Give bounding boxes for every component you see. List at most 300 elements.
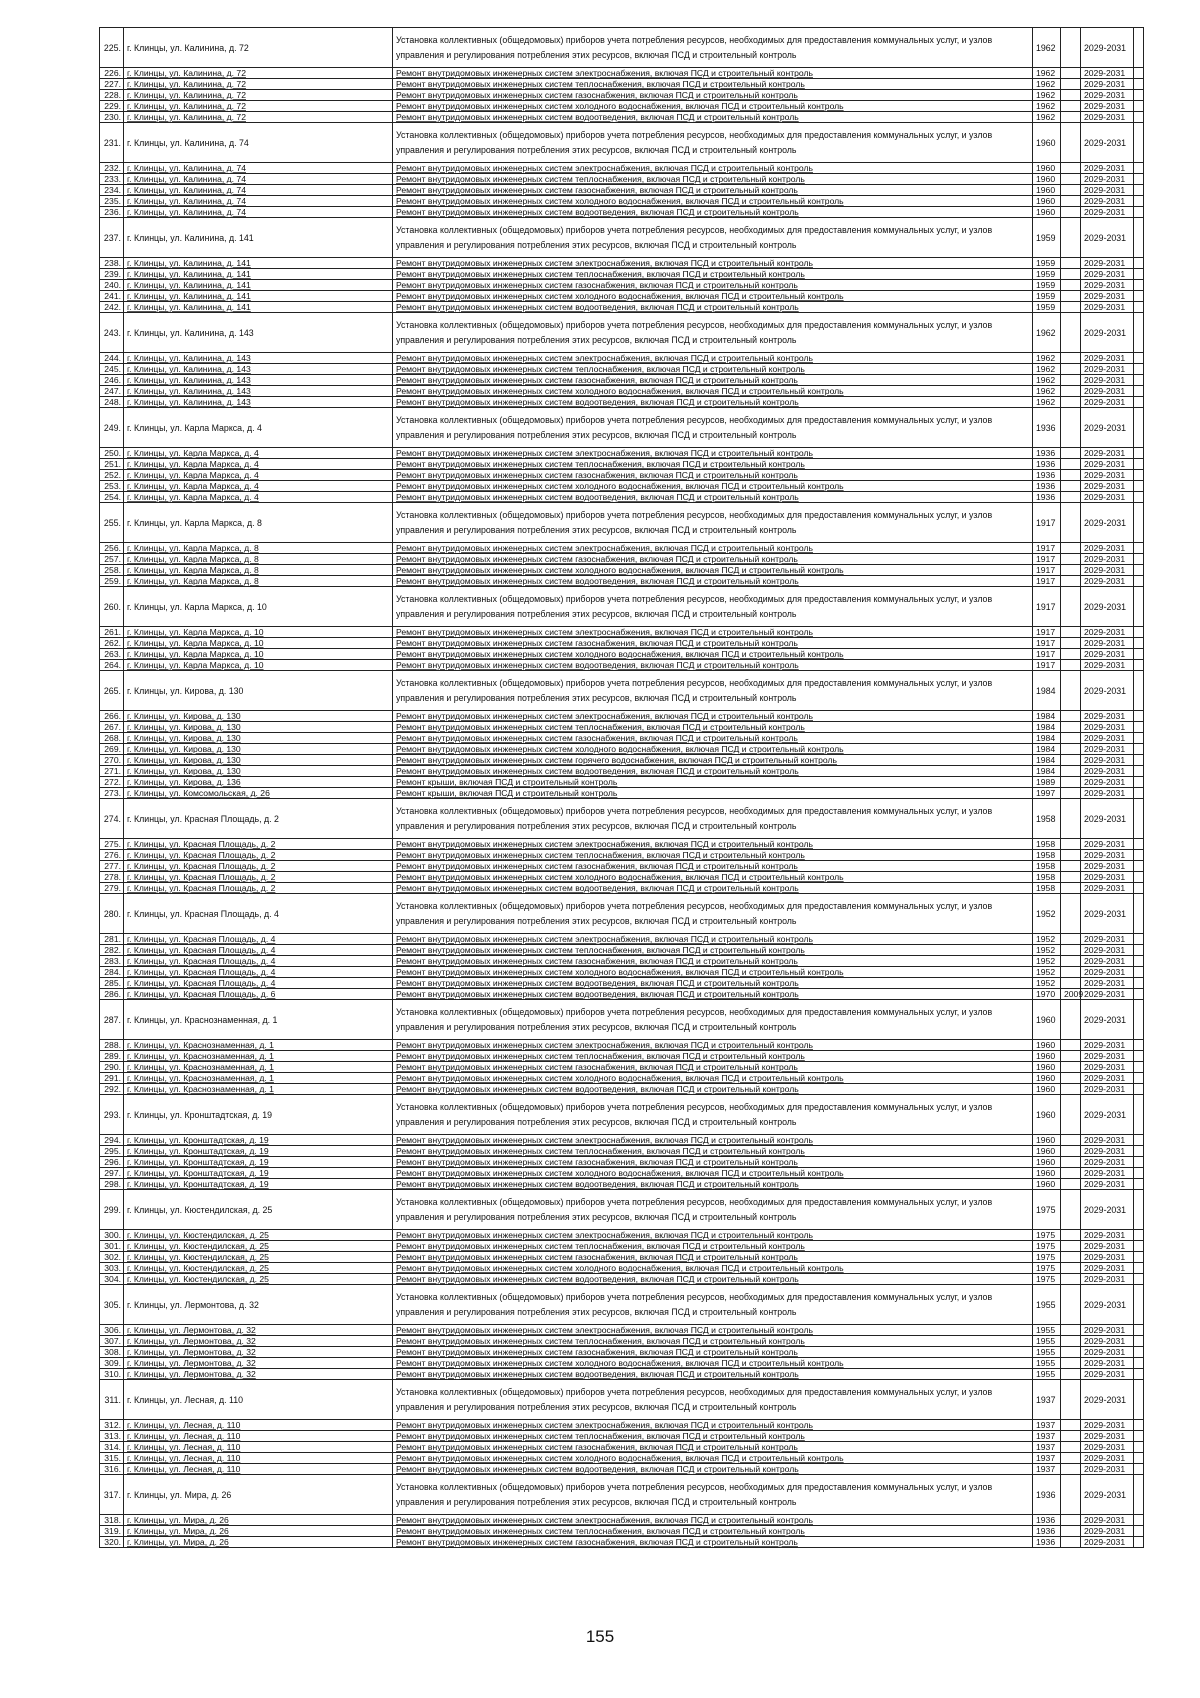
row-number: 273. (100, 788, 124, 799)
address-cell: г. Клинцы, ул. Калинина, д. 72 (124, 79, 393, 90)
planned-period-cell: 2029-2031 (1081, 313, 1134, 353)
blank-cell (1134, 744, 1144, 755)
address-cell: г. Клинцы, ул. Красная Площадь, д. 4 (124, 956, 393, 967)
table-row (100, 1135, 1144, 1146)
work-type-cell: Ремонт внутридомовых инженерных систем водоотведения, включая ПСД и строительный контроль (393, 660, 1033, 671)
blank-cell (1134, 1051, 1144, 1062)
blank-cell (1134, 448, 1144, 459)
table-row (100, 861, 1144, 872)
build-year-cell: 1917 (1033, 649, 1061, 660)
planned-period-cell: 2029-2031 (1081, 1230, 1134, 1241)
work-type-cell: Ремонт внутридомовых инженерных систем газоснабжения, включая ПСД и строительный контроль (393, 185, 1033, 196)
work-type-cell: Ремонт внутридомовых инженерных систем теплоснабжения, включая ПСД и строительный контроль (393, 1431, 1033, 1442)
last-repair-year-cell (1061, 1442, 1081, 1453)
table-row (100, 554, 1144, 565)
build-year-cell: 1936 (1033, 1526, 1061, 1537)
row-number: 289. (100, 1051, 124, 1062)
blank-cell (1134, 755, 1144, 766)
last-repair-year-cell (1061, 353, 1081, 364)
row-number: 247. (100, 386, 124, 397)
page-number: 155 (585, 1627, 615, 1646)
row-number: 294. (100, 1135, 124, 1146)
planned-period-cell: 2029-2031 (1081, 470, 1134, 481)
last-repair-year-cell (1061, 1157, 1081, 1168)
build-year-cell: 1955 (1033, 1347, 1061, 1358)
planned-period-cell: 2029-2031 (1081, 1526, 1134, 1537)
row-number: 251. (100, 459, 124, 470)
row-number: 292. (100, 1084, 124, 1095)
blank-cell (1134, 1442, 1144, 1453)
work-type-cell: Ремонт внутридомовых инженерных систем теплоснабжения, включая ПСД и строительный контроль (393, 174, 1033, 185)
row-number: 236. (100, 207, 124, 218)
blank-cell (1134, 280, 1144, 291)
work-type-cell: Ремонт внутридомовых инженерных систем теплоснабжения, включая ПСД и строительный контроль (393, 1336, 1033, 1347)
row-number: 275. (100, 839, 124, 850)
blank-cell (1134, 1157, 1144, 1168)
blank-cell (1134, 1325, 1144, 1336)
address-cell: г. Клинцы, ул. Карла Маркса, д. 4 (124, 459, 393, 470)
blank-cell (1134, 894, 1144, 934)
table-row (100, 1285, 1144, 1325)
row-number: 272. (100, 777, 124, 788)
address-cell: г. Клинцы, ул. Красная Площадь, д. 2 (124, 839, 393, 850)
last-repair-year-cell (1061, 492, 1081, 503)
table-row (100, 1358, 1144, 1369)
build-year-cell: 1936 (1033, 459, 1061, 470)
row-number: 302. (100, 1252, 124, 1263)
build-year-cell: 1960 (1033, 1084, 1061, 1095)
build-year-cell: 1955 (1033, 1336, 1061, 1347)
address-cell: г. Клинцы, ул. Краснознаменная, д. 1 (124, 1040, 393, 1051)
address-cell: г. Клинцы, ул. Лесная, д. 110 (124, 1464, 393, 1475)
build-year-cell: 1975 (1033, 1230, 1061, 1241)
table-row (100, 492, 1144, 503)
blank-cell (1134, 218, 1144, 258)
work-type-cell: Ремонт внутридомовых инженерных систем теплоснабжения, включая ПСД и строительный контроль (393, 850, 1033, 861)
blank-cell (1134, 101, 1144, 112)
work-type-cell: Ремонт внутридомовых инженерных систем теплоснабжения, включая ПСД и строительный контроль (393, 945, 1033, 956)
build-year-cell: 1937 (1033, 1453, 1061, 1464)
work-type-cell: Ремонт внутридомовых инженерных систем газоснабжения, включая ПСД и строительный контроль (393, 733, 1033, 744)
last-repair-year-cell (1061, 711, 1081, 722)
blank-cell (1134, 1000, 1144, 1040)
address-cell: г. Клинцы, ул. Красная Площадь, д. 4 (124, 934, 393, 945)
blank-cell (1134, 883, 1144, 894)
table-row (100, 68, 1144, 79)
last-repair-year-cell (1061, 28, 1081, 68)
last-repair-year-cell (1061, 1274, 1081, 1285)
planned-period-cell: 2029-2031 (1081, 101, 1134, 112)
last-repair-year-cell (1061, 1146, 1081, 1157)
table-row (100, 397, 1144, 408)
work-type-cell: Ремонт внутридомовых инженерных систем водоотведения, включая ПСД и строительный контроль (393, 576, 1033, 587)
planned-period-cell: 2029-2031 (1081, 872, 1134, 883)
work-type-cell: Установка коллективных (общедомовых) приборов учета потребления ресурсов, необходимых для предоставления коммунальных услуг, и узлов управления и регулирования потребления этих ресурсов, включая ПСД и строительный контроль (393, 587, 1033, 627)
table-row (100, 1157, 1144, 1168)
last-repair-year-cell (1061, 1000, 1081, 1040)
last-repair-year-cell (1061, 280, 1081, 291)
last-repair-year-cell (1061, 1241, 1081, 1252)
last-repair-year-cell (1061, 1358, 1081, 1369)
last-repair-year-cell (1061, 1453, 1081, 1464)
address-cell: г. Клинцы, ул. Кюстендилская, д. 25 (124, 1252, 393, 1263)
address-cell: г. Клинцы, ул. Красная Площадь, д. 4 (124, 967, 393, 978)
table-row (100, 207, 1144, 218)
last-repair-year-cell (1061, 386, 1081, 397)
planned-period-cell: 2029-2031 (1081, 554, 1134, 565)
last-repair-year-cell (1061, 1051, 1081, 1062)
row-number: 267. (100, 722, 124, 733)
blank-cell (1134, 123, 1144, 163)
build-year-cell: 1952 (1033, 978, 1061, 989)
table-row (100, 1325, 1144, 1336)
build-year-cell: 1975 (1033, 1263, 1061, 1274)
build-year-cell: 1936 (1033, 1475, 1061, 1515)
work-type-cell: Ремонт внутридомовых инженерных систем газоснабжения, включая ПСД и строительный контроль (393, 554, 1033, 565)
planned-period-cell: 2029-2031 (1081, 649, 1134, 660)
blank-cell (1134, 1380, 1144, 1420)
address-cell: г. Клинцы, ул. Калинина, д. 72 (124, 28, 393, 68)
planned-period-cell: 2029-2031 (1081, 1515, 1134, 1526)
last-repair-year-cell (1061, 101, 1081, 112)
build-year-cell: 1960 (1033, 1051, 1061, 1062)
planned-period-cell: 2029-2031 (1081, 576, 1134, 587)
build-year-cell: 1962 (1033, 397, 1061, 408)
build-year-cell: 1960 (1033, 1157, 1061, 1168)
address-cell: г. Клинцы, ул. Мира, д. 26 (124, 1475, 393, 1515)
table-row (100, 1464, 1144, 1475)
work-type-cell: Ремонт внутридомовых инженерных систем теплоснабжения, включая ПСД и строительный контроль (393, 1526, 1033, 1537)
work-type-cell: Ремонт внутридомовых инженерных систем газоснабжения, включая ПСД и строительный контроль (393, 861, 1033, 872)
row-number: 230. (100, 112, 124, 123)
table-row (100, 1380, 1144, 1420)
build-year-cell: 1952 (1033, 945, 1061, 956)
blank-cell (1134, 638, 1144, 649)
work-type-cell: Установка коллективных (общедомовых) приборов учета потребления ресурсов, необходимых для предоставления коммунальных услуг, и узлов управления и регулирования потребления этих ресурсов, включая ПСД и строительный контроль (393, 218, 1033, 258)
address-cell: г. Клинцы, ул. Кронштадтская, д. 19 (124, 1157, 393, 1168)
table-row (100, 1420, 1144, 1431)
table-row (100, 660, 1144, 671)
table-row (100, 1040, 1144, 1051)
last-repair-year-cell (1061, 978, 1081, 989)
build-year-cell: 1960 (1033, 185, 1061, 196)
table-row (100, 1263, 1144, 1274)
row-number: 284. (100, 967, 124, 978)
row-number: 263. (100, 649, 124, 660)
planned-period-cell: 2029-2031 (1081, 1380, 1134, 1420)
blank-cell (1134, 956, 1144, 967)
blank-cell (1134, 397, 1144, 408)
last-repair-year-cell (1061, 258, 1081, 269)
work-type-cell: Установка коллективных (общедомовых) приборов учета потребления ресурсов, необходимых для предоставления коммунальных услуг, и узлов управления и регулирования потребления этих ресурсов, включая ПСД и строительный контроль (393, 408, 1033, 448)
last-repair-year-cell (1061, 894, 1081, 934)
planned-period-cell: 2029-2031 (1081, 1453, 1134, 1464)
planned-period-cell: 2029-2031 (1081, 945, 1134, 956)
address-cell: г. Клинцы, ул. Калинина, д. 74 (124, 123, 393, 163)
address-cell: г. Клинцы, ул. Кронштадтская, д. 19 (124, 1146, 393, 1157)
work-type-cell: Установка коллективных (общедомовых) приборов учета потребления ресурсов, необходимых для предоставления коммунальных услуг, и узлов управления и регулирования потребления этих ресурсов, включая ПСД и строительный контроль (393, 799, 1033, 839)
row-number: 295. (100, 1146, 124, 1157)
address-cell: г. Клинцы, ул. Карла Маркса, д. 4 (124, 492, 393, 503)
address-cell: г. Клинцы, ул. Кюстендилская, д. 25 (124, 1190, 393, 1230)
row-number: 282. (100, 945, 124, 956)
table-row (100, 112, 1144, 123)
work-type-cell: Ремонт внутридомовых инженерных систем теплоснабжения, включая ПСД и строительный контроль (393, 364, 1033, 375)
build-year-cell: 1962 (1033, 313, 1061, 353)
table-row (100, 1431, 1144, 1442)
blank-cell (1134, 711, 1144, 722)
row-number: 256. (100, 543, 124, 554)
table-row (100, 1190, 1144, 1230)
last-repair-year-cell (1061, 788, 1081, 799)
blank-cell (1134, 1274, 1144, 1285)
table-row (100, 353, 1144, 364)
address-cell: г. Клинцы, ул. Лермонтова, д. 32 (124, 1347, 393, 1358)
build-year-cell: 1962 (1033, 386, 1061, 397)
build-year-cell: 1937 (1033, 1380, 1061, 1420)
row-number: 303. (100, 1263, 124, 1274)
build-year-cell: 1984 (1033, 722, 1061, 733)
last-repair-year-cell (1061, 196, 1081, 207)
row-number: 319. (100, 1526, 124, 1537)
build-year-cell: 1962 (1033, 375, 1061, 386)
blank-cell (1134, 1515, 1144, 1526)
table-row (100, 408, 1144, 448)
build-year-cell: 1960 (1033, 1168, 1061, 1179)
last-repair-year-cell (1061, 1135, 1081, 1146)
address-cell: г. Клинцы, ул. Лермонтова, д. 32 (124, 1325, 393, 1336)
build-year-cell: 1960 (1033, 163, 1061, 174)
last-repair-year-cell (1061, 766, 1081, 777)
build-year-cell: 1960 (1033, 1040, 1061, 1051)
build-year-cell: 1962 (1033, 90, 1061, 101)
table-row (100, 481, 1144, 492)
address-cell: г. Клинцы, ул. Калинина, д. 141 (124, 258, 393, 269)
work-type-cell: Ремонт внутридомовых инженерных систем холодного водоснабжения, включая ПСД и строительный контроль (393, 1358, 1033, 1369)
row-number: 296. (100, 1157, 124, 1168)
work-type-cell: Ремонт внутридомовых инженерных систем электроснабжения, включая ПСД и строительный контроль (393, 258, 1033, 269)
work-type-cell: Ремонт внутридомовых инженерных систем водоотведения, включая ПСД и строительный контроль (393, 112, 1033, 123)
build-year-cell: 1917 (1033, 587, 1061, 627)
table-row (100, 543, 1144, 554)
address-cell: г. Клинцы, ул. Карла Маркса, д. 4 (124, 448, 393, 459)
work-type-cell: Ремонт внутридомовых инженерных систем электроснабжения, включая ПСД и строительный контроль (393, 448, 1033, 459)
table-row (100, 722, 1144, 733)
work-type-cell: Ремонт внутридомовых инженерных систем водоотведения, включая ПСД и строительный контроль (393, 207, 1033, 218)
work-type-cell: Ремонт внутридомовых инженерных систем теплоснабжения, включая ПСД и строительный контроль (393, 1051, 1033, 1062)
blank-cell (1134, 459, 1144, 470)
last-repair-year-cell (1061, 68, 1081, 79)
last-repair-year-cell (1061, 1285, 1081, 1325)
address-cell: г. Клинцы, ул. Калинина, д. 141 (124, 218, 393, 258)
last-repair-year-cell (1061, 587, 1081, 627)
row-number: 293. (100, 1095, 124, 1135)
planned-period-cell: 2029-2031 (1081, 850, 1134, 861)
build-year-cell: 1962 (1033, 364, 1061, 375)
table-row (100, 1526, 1144, 1537)
planned-period-cell: 2029-2031 (1081, 1464, 1134, 1475)
planned-period-cell: 2029-2031 (1081, 799, 1134, 839)
work-type-cell: Ремонт внутридомовых инженерных систем водоотведения, включая ПСД и строительный контроль (393, 397, 1033, 408)
last-repair-year-cell (1061, 744, 1081, 755)
row-number: 241. (100, 291, 124, 302)
build-year-cell: 1958 (1033, 883, 1061, 894)
row-number: 264. (100, 660, 124, 671)
blank-cell (1134, 722, 1144, 733)
last-repair-year-cell (1061, 1537, 1081, 1548)
work-type-cell: Ремонт внутридомовых инженерных систем газоснабжения, включая ПСД и строительный контроль (393, 956, 1033, 967)
blank-cell (1134, 1168, 1144, 1179)
work-type-cell: Ремонт внутридомовых инженерных систем водоотведения, включая ПСД и строительный контроль (393, 978, 1033, 989)
address-cell: г. Клинцы, ул. Кирова, д. 136 (124, 777, 393, 788)
address-cell: г. Клинцы, ул. Калинина, д. 74 (124, 185, 393, 196)
work-type-cell: Установка коллективных (общедомовых) приборов учета потребления ресурсов, необходимых для предоставления коммунальных услуг, и узлов управления и регулирования потребления этих ресурсов, включая ПСД и строительный контроль (393, 123, 1033, 163)
planned-period-cell: 2029-2031 (1081, 627, 1134, 638)
table-row (100, 576, 1144, 587)
planned-period-cell: 2029-2031 (1081, 744, 1134, 755)
address-cell: г. Клинцы, ул. Краснознаменная, д. 1 (124, 1000, 393, 1040)
blank-cell (1134, 28, 1144, 68)
address-cell: г. Клинцы, ул. Калинина, д. 74 (124, 174, 393, 185)
build-year-cell: 1917 (1033, 503, 1061, 543)
planned-period-cell: 2029-2031 (1081, 218, 1134, 258)
last-repair-year-cell (1061, 218, 1081, 258)
table-row (100, 839, 1144, 850)
last-repair-year-cell (1061, 448, 1081, 459)
blank-cell (1134, 861, 1144, 872)
row-number: 226. (100, 68, 124, 79)
planned-period-cell: 2029-2031 (1081, 112, 1134, 123)
row-number: 243. (100, 313, 124, 353)
blank-cell (1134, 1040, 1144, 1051)
work-type-cell: Ремонт внутридомовых инженерных систем теплоснабжения, включая ПСД и строительный контроль (393, 1241, 1033, 1252)
work-type-cell: Ремонт внутридомовых инженерных систем холодного водоснабжения, включая ПСД и строительный контроль (393, 481, 1033, 492)
work-type-cell: Ремонт внутридомовых инженерных систем электроснабжения, включая ПСД и строительный контроль (393, 934, 1033, 945)
address-cell: г. Клинцы, ул. Калинина, д. 143 (124, 364, 393, 375)
row-number: 225. (100, 28, 124, 68)
planned-period-cell: 2029-2031 (1081, 1241, 1134, 1252)
planned-period-cell: 2029-2031 (1081, 1285, 1134, 1325)
table-row (100, 711, 1144, 722)
work-type-cell: Ремонт внутридомовых инженерных систем холодного водоснабжения, включая ПСД и строительный контроль (393, 291, 1033, 302)
table-row (100, 1369, 1144, 1380)
build-year-cell: 1960 (1033, 1062, 1061, 1073)
blank-cell (1134, 1230, 1144, 1241)
last-repair-year-cell (1061, 302, 1081, 313)
blank-cell (1134, 1475, 1144, 1515)
table-row (100, 1475, 1144, 1515)
address-cell: г. Клинцы, ул. Калинина, д. 143 (124, 397, 393, 408)
build-year-cell: 1936 (1033, 448, 1061, 459)
blank-cell (1134, 945, 1144, 956)
blank-cell (1134, 492, 1144, 503)
table-row (100, 1453, 1144, 1464)
build-year-cell: 1959 (1033, 269, 1061, 280)
row-number: 308. (100, 1347, 124, 1358)
planned-period-cell: 2029-2031 (1081, 90, 1134, 101)
address-cell: г. Клинцы, ул. Калинина, д. 74 (124, 207, 393, 218)
table-row (100, 218, 1144, 258)
last-repair-year-cell (1061, 1464, 1081, 1475)
address-cell: г. Клинцы, ул. Калинина, д. 141 (124, 291, 393, 302)
blank-cell (1134, 1420, 1144, 1431)
blank-cell (1134, 777, 1144, 788)
table-row (100, 627, 1144, 638)
build-year-cell: 1958 (1033, 850, 1061, 861)
table-row (100, 777, 1144, 788)
work-type-cell: Ремонт внутридомовых инженерных систем холодного водоснабжения, включая ПСД и строительный контроль (393, 1453, 1033, 1464)
blank-cell (1134, 90, 1144, 101)
table-row (100, 174, 1144, 185)
last-repair-year-cell (1061, 1062, 1081, 1073)
blank-cell (1134, 313, 1144, 353)
row-number: 234. (100, 185, 124, 196)
table-row (100, 1084, 1144, 1095)
blank-cell (1134, 1537, 1144, 1548)
row-number: 277. (100, 861, 124, 872)
planned-period-cell: 2029-2031 (1081, 1347, 1134, 1358)
last-repair-year-cell (1061, 79, 1081, 90)
address-cell: г. Клинцы, ул. Лесная, д. 110 (124, 1453, 393, 1464)
build-year-cell: 1984 (1033, 744, 1061, 755)
blank-cell (1134, 627, 1144, 638)
address-cell: г. Клинцы, ул. Калинина, д. 72 (124, 90, 393, 101)
last-repair-year-cell (1061, 872, 1081, 883)
build-year-cell: 1936 (1033, 408, 1061, 448)
last-repair-year-cell (1061, 839, 1081, 850)
row-number: 228. (100, 90, 124, 101)
table-row (100, 1336, 1144, 1347)
table-row (100, 269, 1144, 280)
planned-period-cell: 2029-2031 (1081, 660, 1134, 671)
address-cell: г. Клинцы, ул. Кронштадтская, д. 19 (124, 1179, 393, 1190)
build-year-cell: 1917 (1033, 565, 1061, 576)
last-repair-year-cell (1061, 1040, 1081, 1051)
blank-cell (1134, 978, 1144, 989)
work-type-cell: Ремонт внутридомовых инженерных систем холодного водоснабжения, включая ПСД и строительный контроль (393, 1073, 1033, 1084)
table-row (100, 123, 1144, 163)
build-year-cell: 1984 (1033, 711, 1061, 722)
planned-period-cell: 2029-2031 (1081, 1135, 1134, 1146)
build-year-cell: 1917 (1033, 638, 1061, 649)
build-year-cell: 1960 (1033, 123, 1061, 163)
table-row (100, 788, 1144, 799)
blank-cell (1134, 967, 1144, 978)
work-type-cell: Ремонт внутридомовых инженерных систем водоотведения, включая ПСД и строительный контроль (393, 1464, 1033, 1475)
work-type-cell: Установка коллективных (общедомовых) приборов учета потребления ресурсов, необходимых для предоставления коммунальных услуг, и узлов управления и регулирования потребления этих ресурсов, включая ПСД и строительный контроль (393, 1285, 1033, 1325)
table-row (100, 1179, 1144, 1190)
row-number: 314. (100, 1442, 124, 1453)
row-number: 252. (100, 470, 124, 481)
planned-period-cell: 2029-2031 (1081, 1263, 1134, 1274)
planned-period-cell: 2029-2031 (1081, 68, 1134, 79)
table-row (100, 1095, 1144, 1135)
build-year-cell: 1962 (1033, 112, 1061, 123)
table-row (100, 163, 1144, 174)
work-type-cell: Ремонт внутридомовых инженерных систем холодного водоснабжения, включая ПСД и строительный контроль (393, 967, 1033, 978)
table-row (100, 1062, 1144, 1073)
row-number: 288. (100, 1040, 124, 1051)
blank-cell (1134, 587, 1144, 627)
work-type-cell: Ремонт внутридомовых инженерных систем холодного водоснабжения, включая ПСД и строительный контроль (393, 196, 1033, 207)
row-number: 239. (100, 269, 124, 280)
last-repair-year-cell (1061, 755, 1081, 766)
address-cell: г. Клинцы, ул. Краснознаменная, д. 1 (124, 1062, 393, 1073)
row-number: 259. (100, 576, 124, 587)
build-year-cell: 1936 (1033, 492, 1061, 503)
blank-cell (1134, 554, 1144, 565)
row-number: 253. (100, 481, 124, 492)
